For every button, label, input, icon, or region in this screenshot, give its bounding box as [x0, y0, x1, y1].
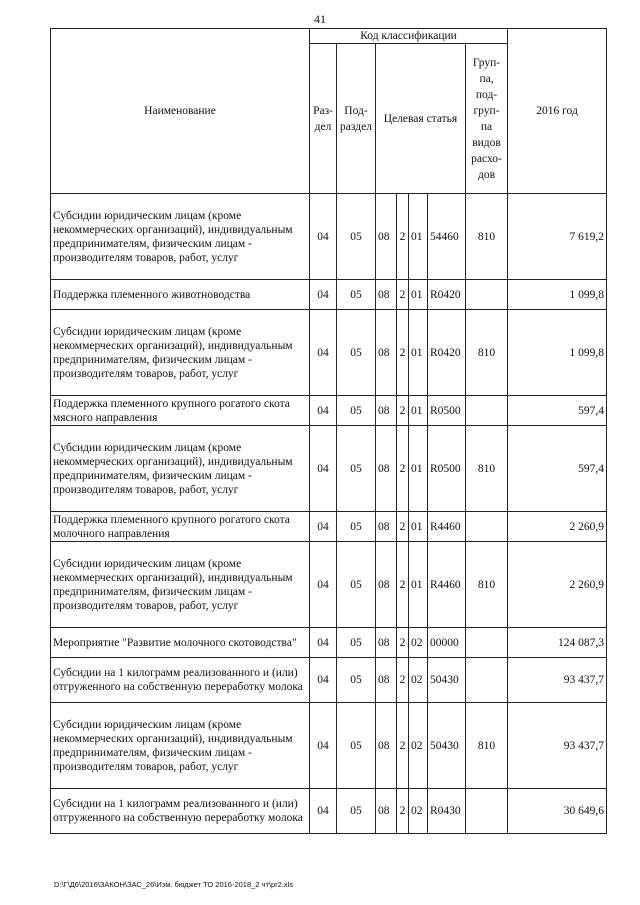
row-target-event: 01	[409, 542, 428, 628]
row-target-program: 08	[376, 396, 397, 426]
row-amount: 93 437,7	[508, 658, 607, 703]
row-subsection: 05	[337, 310, 376, 396]
row-target-program: 08	[376, 789, 397, 834]
row-target-subprogram: 2	[397, 310, 409, 396]
row-amount: 2 260,9	[508, 512, 607, 542]
table-row	[51, 426, 607, 512]
row-section: 04	[310, 194, 337, 280]
row-target-event: 01	[409, 280, 428, 310]
row-section: 04	[310, 658, 337, 703]
row-subsection: 05	[337, 628, 376, 658]
row-name: Субсидии на 1 килограмм реализованного и (или) отгруженного на собственную переработку молока	[51, 789, 310, 834]
row-target-subprogram: 2	[397, 194, 409, 280]
table-row	[51, 194, 607, 280]
table-row	[51, 280, 607, 310]
row-target-direction: R4460	[428, 542, 466, 628]
row-expense-type	[466, 280, 508, 310]
table-row	[51, 789, 607, 834]
row-target-program: 08	[376, 542, 397, 628]
header-subsection: Под- раздел	[337, 44, 376, 194]
row-target-event: 02	[409, 658, 428, 703]
row-amount: 30 649,6	[508, 789, 607, 834]
row-target-direction: R0500	[428, 426, 466, 512]
header-year: 2016 год	[508, 29, 607, 194]
row-target-program: 08	[376, 628, 397, 658]
row-subsection: 05	[337, 512, 376, 542]
table-row	[51, 512, 607, 542]
row-amount: 7 619,2	[508, 194, 607, 280]
row-target-program: 08	[376, 512, 397, 542]
row-target-event: 01	[409, 426, 428, 512]
table-row	[51, 310, 607, 396]
row-target-subprogram: 2	[397, 703, 409, 789]
row-target-subprogram: 2	[397, 426, 409, 512]
row-target-direction: R0420	[428, 310, 466, 396]
row-target-program: 08	[376, 280, 397, 310]
table-row	[51, 628, 607, 658]
row-target-event: 01	[409, 194, 428, 280]
row-name: Мероприятие "Развитие молочного скотоводства"	[51, 628, 310, 658]
table-body	[51, 194, 607, 834]
row-section: 04	[310, 310, 337, 396]
row-target-direction: R4460	[428, 512, 466, 542]
row-amount: 2 260,9	[508, 542, 607, 628]
row-name: Субсидии юридическим лицам (кроме некоммерческих организаций), индивидуальным предпринимателям, физическим лицам - производителям товаров, работ, услуг	[51, 310, 310, 396]
header-section: Раз- дел	[310, 44, 337, 194]
row-section: 04	[310, 396, 337, 426]
row-target-subprogram: 2	[397, 542, 409, 628]
row-target-direction: R0430	[428, 789, 466, 834]
row-amount: 93 437,7	[508, 703, 607, 789]
header-expense-group: Груп- па, под- груп- па видов расхо- дов	[466, 44, 508, 194]
row-expense-type	[466, 789, 508, 834]
row-subsection: 05	[337, 658, 376, 703]
header-name: Наименование	[51, 29, 310, 194]
row-section: 04	[310, 426, 337, 512]
row-amount: 1 099,8	[508, 280, 607, 310]
row-expense-type	[466, 396, 508, 426]
row-expense-type: 810	[466, 194, 508, 280]
row-section: 04	[310, 280, 337, 310]
row-section: 04	[310, 542, 337, 628]
table-row	[51, 658, 607, 703]
row-subsection: 05	[337, 426, 376, 512]
row-name: Субсидии на 1 килограмм реализованного и (или) отгруженного на собственную переработку молока	[51, 658, 310, 703]
row-target-subprogram: 2	[397, 658, 409, 703]
row-expense-type	[466, 628, 508, 658]
table-row	[51, 542, 607, 628]
header-target-article: Целевая статья	[376, 44, 466, 194]
file-path-footer: D:\Г\Д6\2016\ЗАКОН\ЗАС_26\Изм. бюджет ТО 2016-2018_2 чт\pr2.xls	[54, 880, 294, 889]
page-number: 41	[314, 12, 326, 26]
row-target-direction: 50430	[428, 703, 466, 789]
header-classification-code: Код классификации	[310, 29, 508, 44]
row-target-subprogram: 2	[397, 280, 409, 310]
row-target-event: 01	[409, 310, 428, 396]
row-name: Поддержка племенного крупного рогатого скота молочного направления	[51, 512, 310, 542]
row-target-program: 08	[376, 703, 397, 789]
row-amount: 1 099,8	[508, 310, 607, 396]
row-expense-type	[466, 512, 508, 542]
row-subsection: 05	[337, 703, 376, 789]
row-target-subprogram: 2	[397, 628, 409, 658]
row-amount: 597,4	[508, 426, 607, 512]
row-subsection: 05	[337, 280, 376, 310]
row-amount: 597,4	[508, 396, 607, 426]
row-target-program: 08	[376, 194, 397, 280]
row-expense-type: 810	[466, 426, 508, 512]
row-section: 04	[310, 703, 337, 789]
row-section: 04	[310, 628, 337, 658]
row-name: Субсидии юридическим лицам (кроме некоммерческих организаций), индивидуальным предпринимателям, физическим лицам - производителям товаров, работ, услуг	[51, 542, 310, 628]
budget-table	[50, 28, 607, 834]
row-target-program: 08	[376, 426, 397, 512]
row-target-event: 02	[409, 628, 428, 658]
row-target-event: 01	[409, 512, 428, 542]
row-target-direction: 54460	[428, 194, 466, 280]
row-name: Субсидии юридическим лицам (кроме некоммерческих организаций), индивидуальным предпринимателям, физическим лицам - производителям товаров, работ, услуг	[51, 426, 310, 512]
row-section: 04	[310, 512, 337, 542]
row-target-subprogram: 2	[397, 512, 409, 542]
row-name: Поддержка племенного животноводства	[51, 280, 310, 310]
row-target-direction: 50430	[428, 658, 466, 703]
row-subsection: 05	[337, 542, 376, 628]
row-target-event: 02	[409, 703, 428, 789]
row-subsection: 05	[337, 194, 376, 280]
row-target-event: 01	[409, 396, 428, 426]
row-target-direction: R0420	[428, 280, 466, 310]
row-expense-type: 810	[466, 310, 508, 396]
row-target-program: 08	[376, 310, 397, 396]
row-amount: 124 087,3	[508, 628, 607, 658]
table-row	[51, 703, 607, 789]
row-name: Поддержка племенного крупного рогатого скота мясного направления	[51, 396, 310, 426]
row-name: Субсидии юридическим лицам (кроме некоммерческих организаций), индивидуальным предпринимателям, физическим лицам - производителям товаров, работ, услуг	[51, 194, 310, 280]
row-target-direction: R0500	[428, 396, 466, 426]
row-subsection: 05	[337, 789, 376, 834]
row-target-subprogram: 2	[397, 396, 409, 426]
row-subsection: 05	[337, 396, 376, 426]
row-name: Субсидии юридическим лицам (кроме некоммерческих организаций), индивидуальным предпринимателям, физическим лицам - производителям товаров, работ, услуг	[51, 703, 310, 789]
row-expense-type: 810	[466, 703, 508, 789]
row-expense-type: 810	[466, 542, 508, 628]
row-target-subprogram: 2	[397, 789, 409, 834]
row-target-program: 08	[376, 658, 397, 703]
row-target-event: 02	[409, 789, 428, 834]
row-expense-type	[466, 658, 508, 703]
row-target-direction: 00000	[428, 628, 466, 658]
table-row	[51, 396, 607, 426]
row-section: 04	[310, 789, 337, 834]
